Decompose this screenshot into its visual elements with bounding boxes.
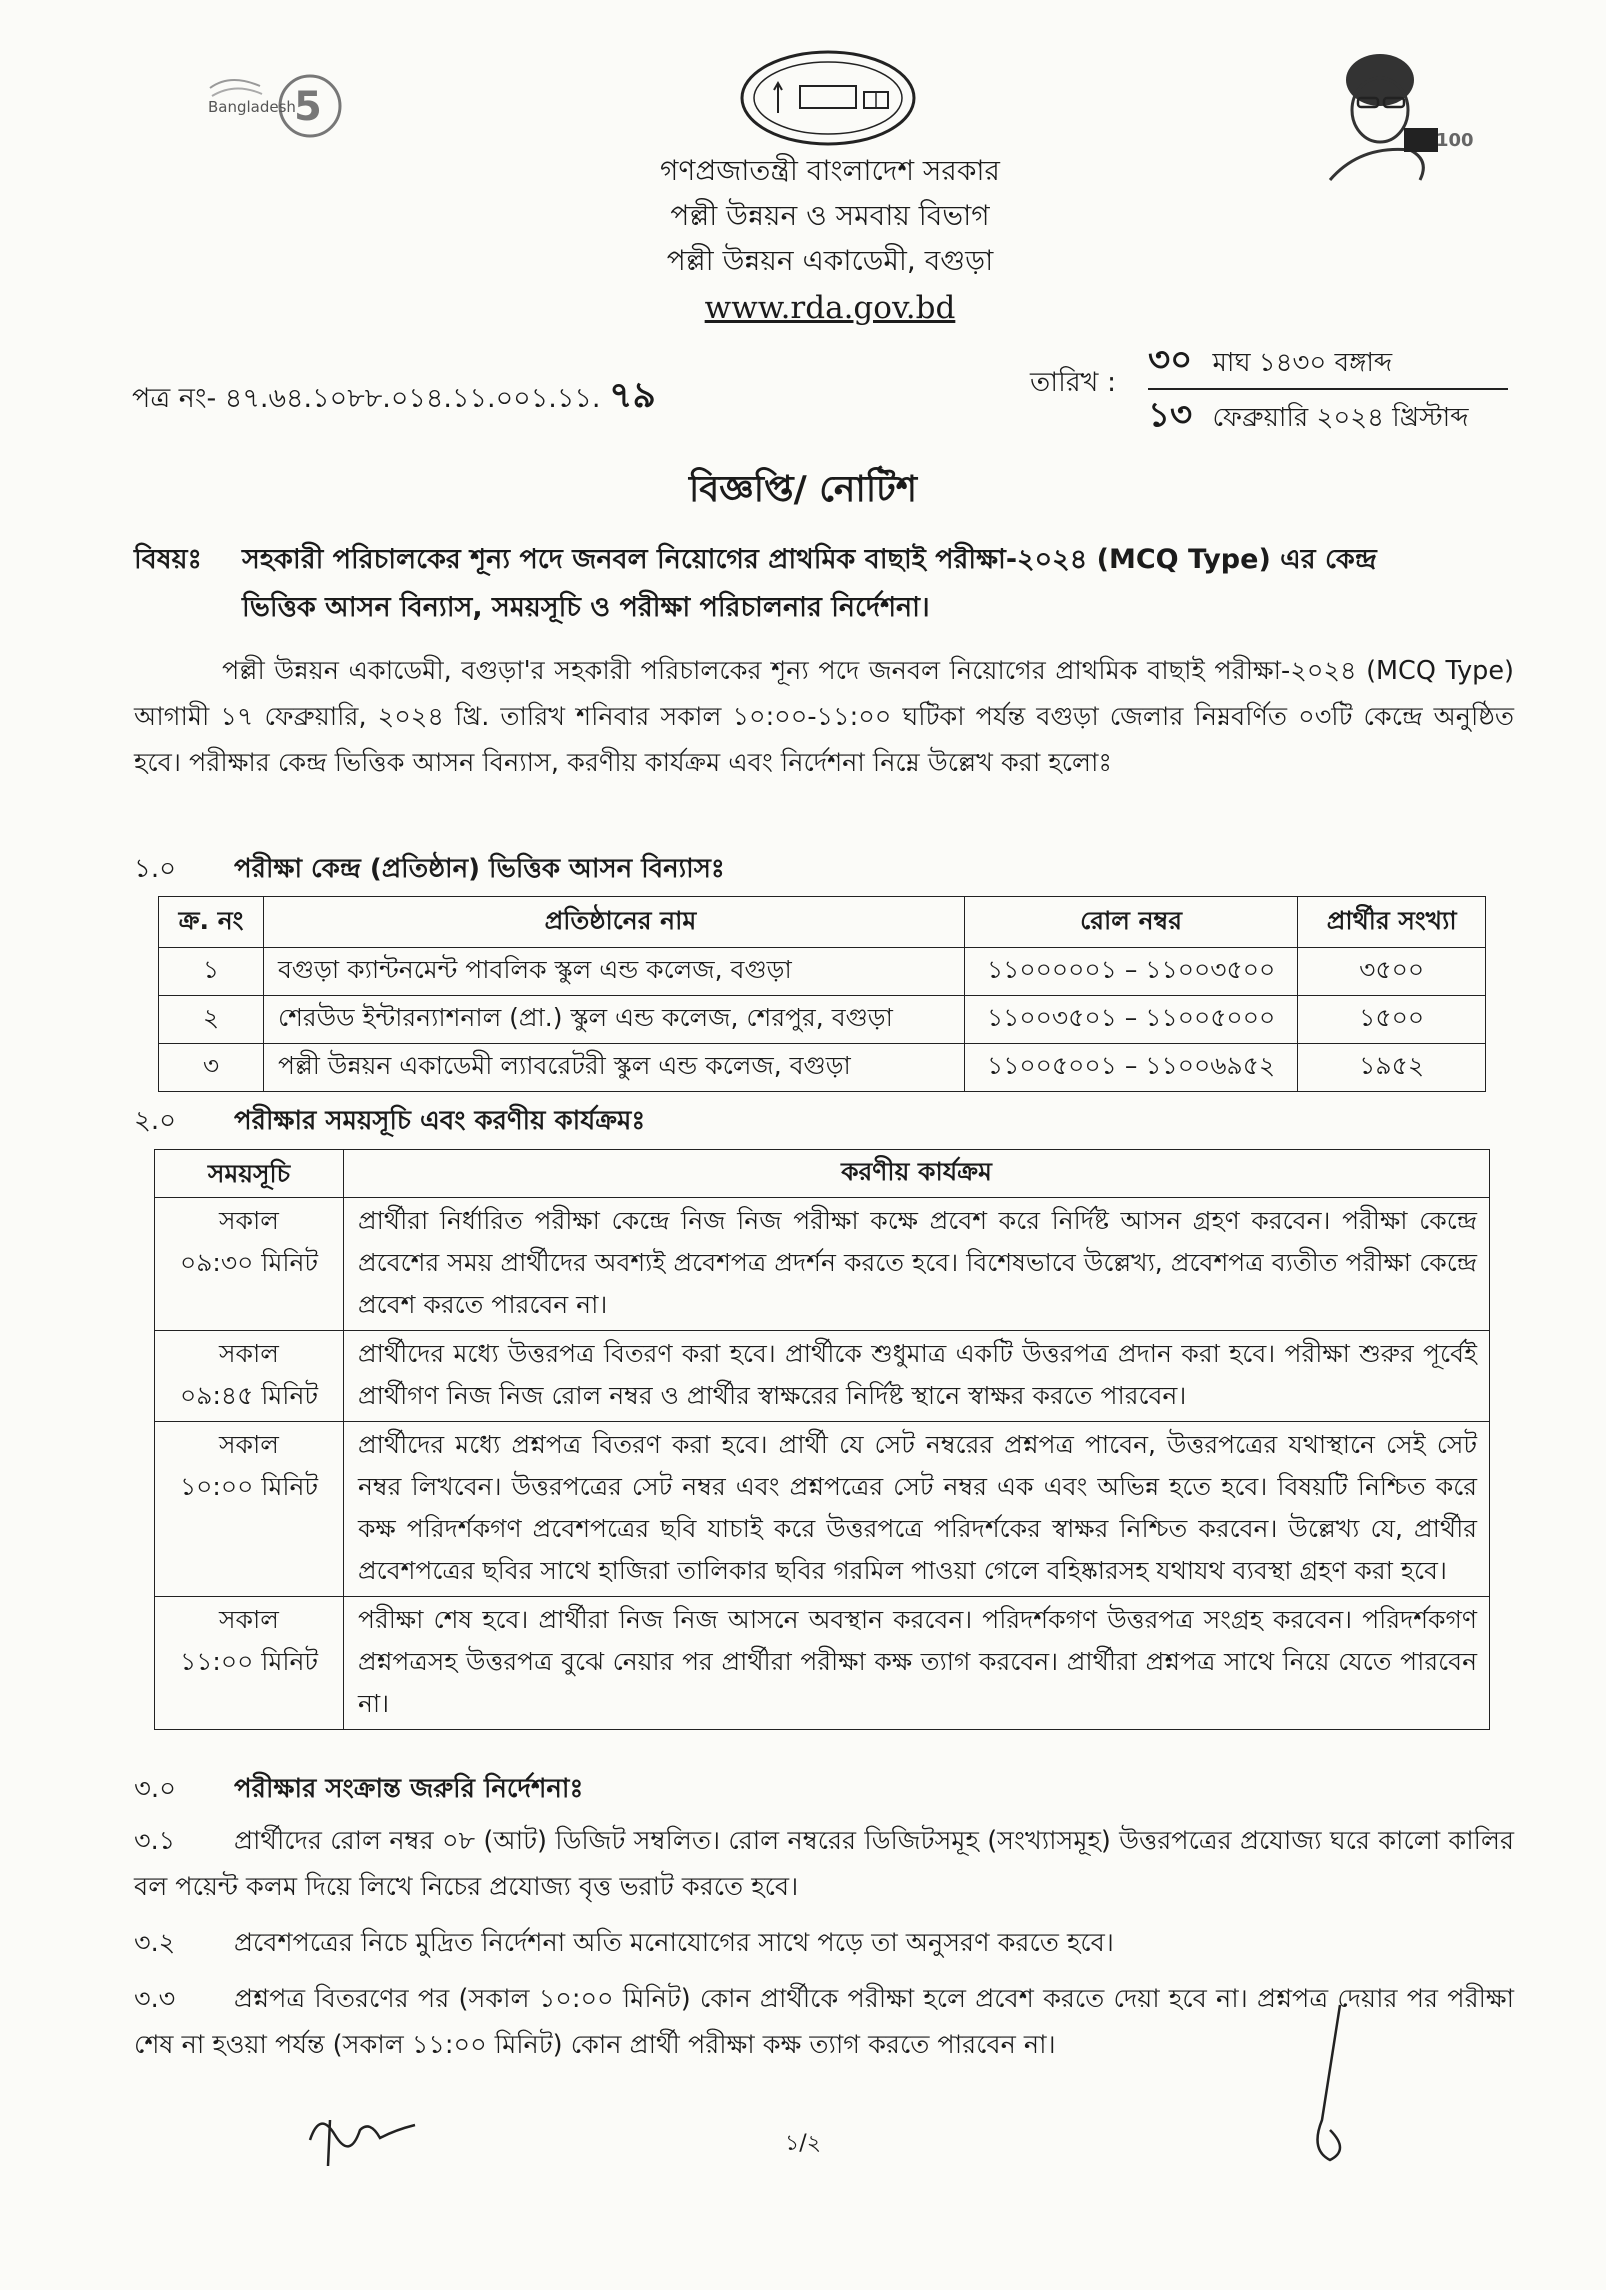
table-row <box>159 1044 1486 1092</box>
time-label: সকাল <box>219 1605 279 1634</box>
table-row <box>159 996 1486 1044</box>
subject-line-1: সহকারী পরিচালকের শূন্য পদে জনবল নিয়োগের প্রাথমিক বাছাই পরীক্ষা-২০২৪ (MCQ Type) এর কেন্দ্র <box>242 544 1377 575</box>
cell-candidate-count: ৩৫০০ <box>1298 948 1486 996</box>
col-header-institution: প্রতিষ্ঠানের নাম <box>264 897 965 948</box>
english-date <box>1148 390 1508 443</box>
gov-line-2: পল্লী উন্নয়ন ও সমবায় বিভাগ <box>670 199 990 232</box>
col-header-action: করণীয় কার্যক্রম <box>344 1150 1490 1198</box>
cell-roll-range: ১১০০৩৫০১ – ১১০০৫০০০ <box>964 996 1297 1044</box>
section-3-title: পরীক্ষার সংক্রান্ত জরুরি নির্দেশনাঃ <box>234 1774 584 1804</box>
time-value: ১০:০০ মিনিট <box>179 1472 319 1501</box>
table-row <box>155 1198 1490 1331</box>
table-row <box>155 1331 1490 1422</box>
memo-handwritten-number: ৭৯ <box>609 375 656 416</box>
section-1-title: পরীক্ষা কেন্দ্র (প্রতিষ্ঠান) ভিত্তিক আসন বিন্যাসঃ <box>234 854 725 884</box>
instruction-number: ৩.২ <box>134 1928 176 1958</box>
col-header-count: প্রার্থীর সংখ্যা <box>1298 897 1486 948</box>
instruction-number: ৩.৩ <box>134 1984 176 2014</box>
time-label: সকাল <box>219 1339 279 1368</box>
date-block <box>1148 335 1508 443</box>
cell-candidate-count: ১৫০০ <box>1298 996 1486 1044</box>
date-label: তারিখ : <box>1030 367 1117 398</box>
section-2-title: পরীক্ষার সময়সূচি এবং করণীয় কার্যক্রমঃ <box>234 1106 646 1136</box>
logo-right-caption: 100 <box>1436 130 1474 151</box>
cell-action: প্রার্থীরা নির্ধারিত পরীক্ষা কেন্দ্রে নিজ নিজ পরীক্ষা কক্ষে প্রবেশ করে নির্দিষ্ট আসন গ্রহণ করবেন। পরীক্ষা কেন্দ্রে প্রবেশের সময় প্রার্থীদের অবশ্যই প্রবেশপত্র প্রদর্শন করতে হবে। বিশেষভাবে উল্লেখ্য, প্রবেশপত্র ব্যতীত পরীক্ষা কেন্দ্রে প্রবেশ করতে পারবেন না। <box>344 1198 1490 1331</box>
svg-text:5: 5 <box>294 84 322 130</box>
english-date-text: ফেব্রুয়ারি ২০২৪ খ্রিস্টাব্দ <box>1212 403 1469 433</box>
cell-serial: ১ <box>159 948 264 996</box>
instruction-text: প্রার্থীদের রোল নম্বর ০৮ (আট) ডিজিট সম্বলিত। রোল নম্বরের ডিজিটসমূহ (সংখ্যাসমূহ) উত্তরপত্রের প্রযোজ্য ঘরে কালো কালির বল পয়েন্ট কলম দিয়ে লিখে নিচের প্রযোজ্য বৃত্ত ভরাট করতে হবে। <box>134 1826 1514 1902</box>
government-header <box>500 148 1160 333</box>
mujib-100-logo-icon <box>1300 40 1500 190</box>
time-value: ০৯:৩০ মিনিট <box>179 1248 319 1277</box>
instruction-text: প্রবেশপত্রের নিচে মুদ্রিত নির্দেশনা অতি মনোযোগের সাথে পড়ে তা অনুসরণ করতে হবে। <box>234 1928 1114 1958</box>
section-1-heading <box>134 848 725 892</box>
section-1-number: ১.০ <box>134 854 177 884</box>
notice-title: বিজ্ঞপ্তি/ নোটিশ <box>688 469 918 510</box>
cell-action: পরীক্ষা শেষ হবে। প্রার্থীরা নিজ নিজ আসনে অবস্থান করবেন। পরিদর্শকগণ উত্তরপত্র সংগ্রহ করবেন। পরিদর্শকগণ প্রশ্নপত্রসহ উত্তরপত্র বুঝে নেয়ার পর প্রার্থীরা পরীক্ষা কক্ষ ত্যাগ করবেন। প্রার্থীরা প্রশ্নপত্র সাথে নিয়ে যেতে পারবেন না। <box>344 1597 1490 1730</box>
section-2-number: ২.০ <box>134 1106 177 1136</box>
english-date-day: ১৩ <box>1148 395 1193 435</box>
time-label: সকাল <box>219 1206 279 1235</box>
time-value: ০৯:৪৫ মিনিট <box>179 1381 319 1410</box>
cell-time <box>155 1331 344 1422</box>
cell-time <box>155 1198 344 1331</box>
bangla-date-text: মাঘ ১৪৩০ বঙ্গাব্দ <box>1212 348 1393 378</box>
instruction-text: প্রশ্নপত্র বিতরণের পর (সকাল ১০:০০ মিনিট) কোন প্রার্থীকে পরীক্ষা হলে প্রবেশ করতে দেয়া হবে না। প্রশ্নপত্র দেয়ার পর পরীক্ষা শেষ না হওয়া পর্যন্ত (সকাল ১১:০০ মিনিট) কোন প্রার্থী পরীক্ষা কক্ষ ত্যাগ করতে পারবেন না। <box>134 1984 1514 2060</box>
col-header-serial: ক্র. নং <box>159 897 264 948</box>
cell-time <box>155 1597 344 1730</box>
section-3-heading <box>134 1768 583 1812</box>
memo-prefix: পত্র নং- ৪৭.৬৪.১০৮৮.০১৪.১১.০০১.১১. <box>132 383 601 414</box>
memo-number <box>132 368 656 428</box>
table-row <box>159 948 1486 996</box>
cell-serial: ২ <box>159 996 264 1044</box>
rda-logo-icon <box>738 48 918 148</box>
cell-serial: ৩ <box>159 1044 264 1092</box>
gov-line-3: পল্লী উন্নয়ন একাডেমী, বগুড়া <box>666 244 994 277</box>
instruction-number: ৩.১ <box>134 1826 176 1856</box>
bangla-date <box>1148 335 1508 390</box>
subject <box>134 536 1514 632</box>
section-3-number: ৩.০ <box>134 1774 177 1804</box>
cell-action: প্রার্থীদের মধ্যে প্রশ্নপত্র বিতরণ করা হবে। প্রার্থী যে সেট নম্বরের প্রশ্নপত্র পাবেন, উত্তরপত্রের যথাস্থানে সেই সেট নম্বর লিখবেন। উত্তরপত্রের সেট নম্বর এবং প্রশ্নপত্রের সেট নম্বর এক এবং অভিন্ন হতে হবে। বিষয়টি নিশ্চিত করে কক্ষ পরিদর্শকগণ প্রবেশপত্রের ছবি যাচাই করে উত্তরপত্রে পরিদর্শকের স্বাক্ষর নিশ্চিত করবেন। উল্লেখ্য যে, প্রার্থীর প্রবেশপত্রের ছবির সাথে হাজিরা তালিকার ছবির গরমিল পাওয়া গেলে বহিষ্কারসহ যথাযথ ব্যবস্থা গ্রহণ করা হবে। <box>344 1422 1490 1597</box>
instruction-item <box>134 1818 1514 1910</box>
bangla-date-day: ৩০ <box>1148 340 1193 380</box>
cell-institution: বগুড়া ক্যান্টনমেন্ট পাবলিক স্কুল এন্ড কলেজ, বগুড়া <box>264 948 965 996</box>
time-value: ১১:০০ মিনিট <box>179 1647 319 1676</box>
website-link[interactable]: www.rda.gov.bd <box>704 290 956 326</box>
subject-line-2: ভিত্তিক আসন বিন্যাস, সময়সূচি ও পরীক্ষা পরিচালনার নির্দেশনা। <box>242 592 930 623</box>
page-number: ১/২ <box>785 2131 821 2156</box>
schedule-table <box>154 1149 1490 1730</box>
col-header-roll: রোল নম্বর <box>964 897 1297 948</box>
instruction-item <box>134 1920 1514 1966</box>
cell-time <box>155 1422 344 1597</box>
gov-line-1: গণপ্রজাতন্ত্রী বাংলাদেশ সরকার <box>660 154 1000 187</box>
cell-action: প্রার্থীদের মধ্যে উত্তরপত্র বিতরণ করা হবে। প্রার্থীকে শুধুমাত্র একটি উত্তরপত্র প্রদান করা হবে। পরীক্ষা শুরুর পূর্বেই প্রার্থীগণ নিজ নিজ রোল নম্বর ও প্রার্থীর স্বাক্ষরের নির্দিষ্ট স্থানে স্বাক্ষর করতে পারবেন। <box>344 1331 1490 1422</box>
intro-paragraph: পল্লী উন্নয়ন একাডেমী, বগুড়া'র সহকারী পরিচালকের শূন্য পদে জনবল নিয়োগের প্রাথমিক বাছাই পরীক্ষা-২০২৪ (MCQ Type) আগামী ১৭ ফেব্রুয়ারি, ২০২৪ খ্রি. তারিখ শনিবার সকাল ১০:০০-১১:০০ ঘটিকা পর্যন্ত বগুড়া জেলার নিম্নবর্ণিত ০৩টি কেন্দ্রে অনুষ্ঠিত হবে। পরীক্ষার কেন্দ্র ভিত্তিক আসন বিন্যাস, করণীয় কার্যক্রম এবং নির্দেশনা নিম্নে উল্লেখ করা হলোঃ <box>134 656 1514 778</box>
cell-roll-range: ১১০০৫০০১ – ১১০০৬৯৫২ <box>964 1044 1297 1092</box>
table-header-row <box>159 897 1486 948</box>
logo-left-caption: Bangladesh <box>208 98 296 116</box>
cell-roll-range: ১১০০০০০১ – ১১০০৩৫০০ <box>964 948 1297 996</box>
col-header-time: সময়সূচি <box>155 1150 344 1198</box>
table-header-row <box>155 1150 1490 1198</box>
cell-candidate-count: ১৯৫২ <box>1298 1044 1486 1092</box>
cell-institution: পল্লী উন্নয়ন একাডেমী ল্যাবরেটরী স্কুল এন্ড কলেজ, বগুড়া <box>264 1044 965 1092</box>
section-2-heading <box>134 1100 645 1144</box>
seat-plan-table <box>158 896 1486 1092</box>
table-row <box>155 1422 1490 1597</box>
cell-institution: শেরউড ইন্টারন্যাশনাল (প্রা.) স্কুল এন্ড কলেজ, শেরপুর, বগুড়া <box>264 996 965 1044</box>
subject-label: বিষয়ঃ <box>134 544 202 575</box>
table-row <box>155 1597 1490 1730</box>
time-label: সকাল <box>219 1430 279 1459</box>
